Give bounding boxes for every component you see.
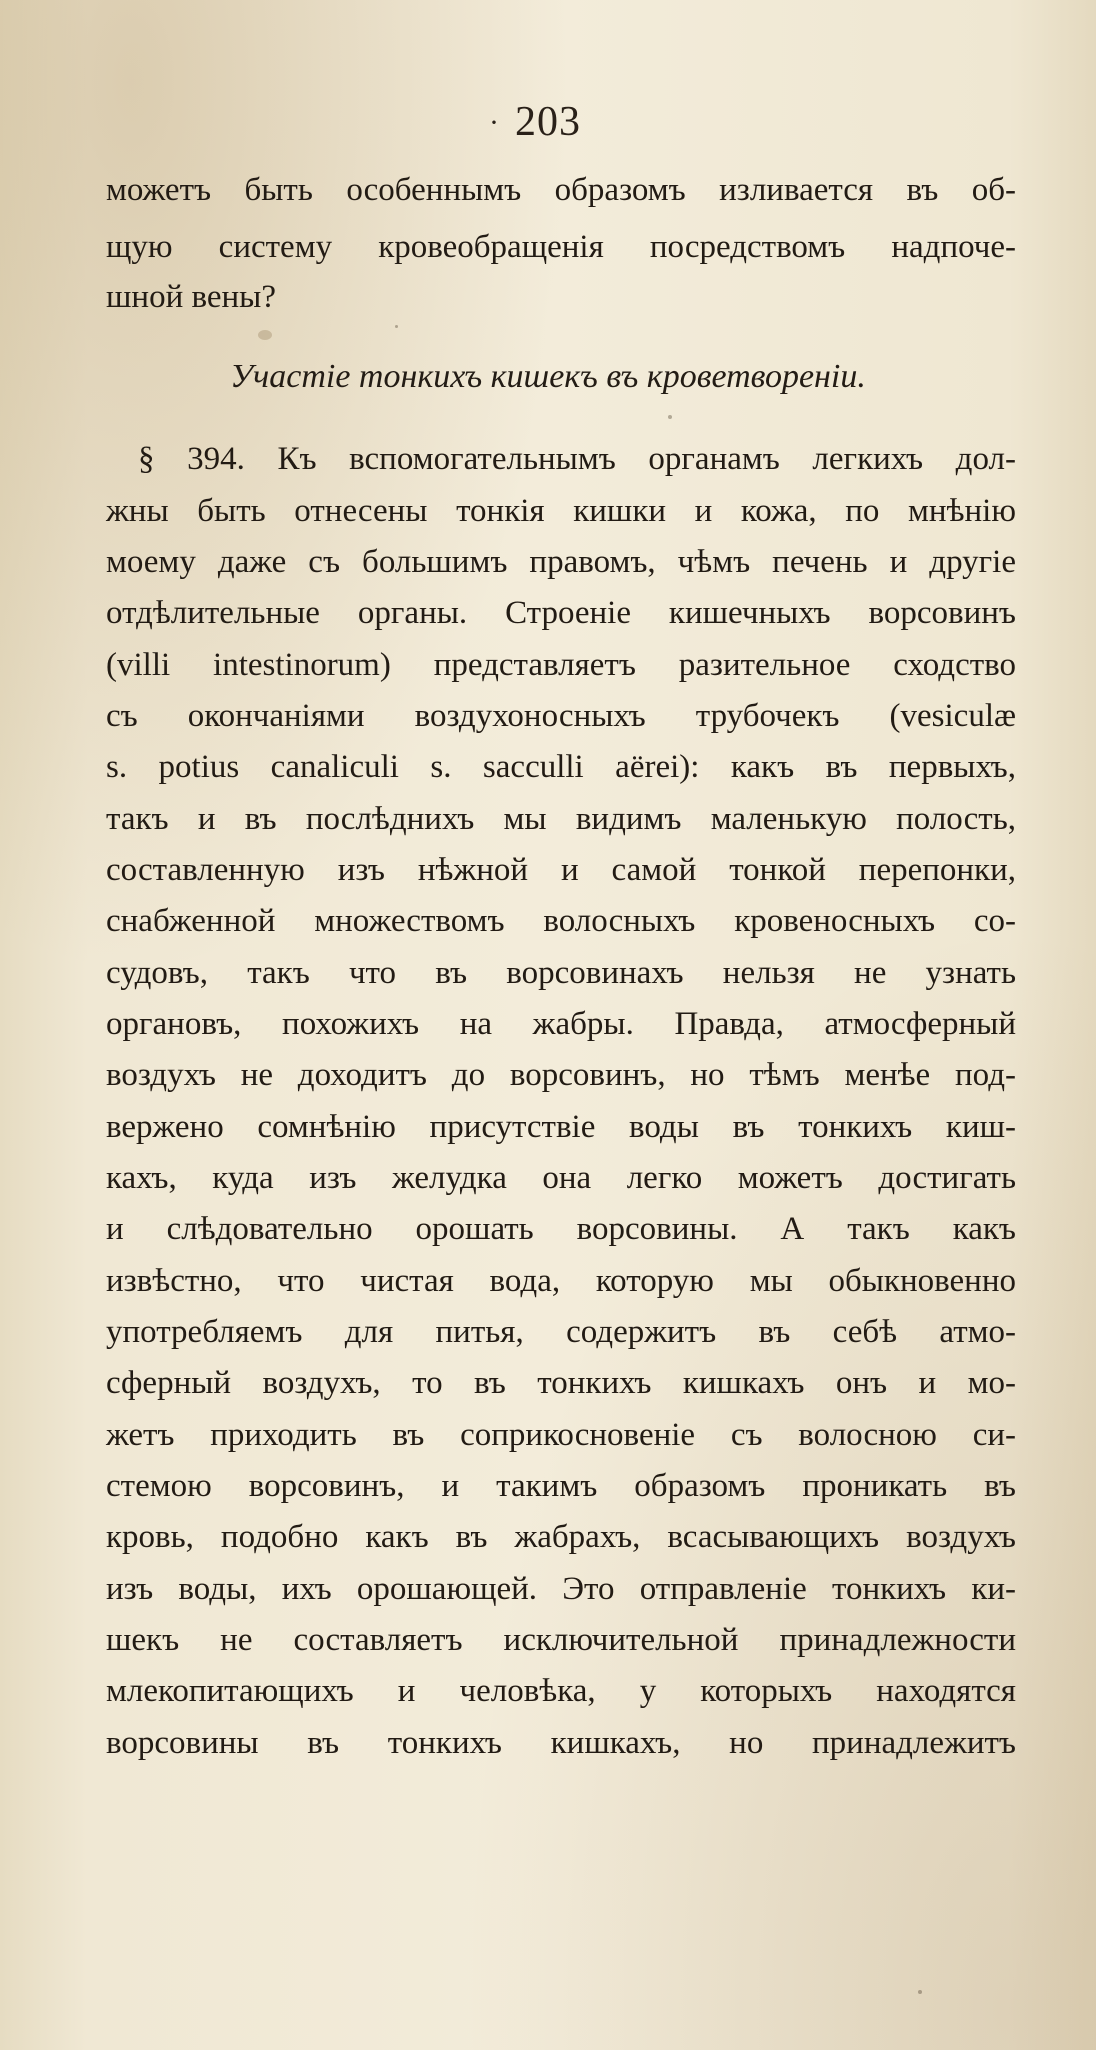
text-line: щую систему кровеобращенія посредствомъ надпоче- <box>106 229 1016 265</box>
paragraph-line: и слѣдовательно орошать ворсовины. А такъ какъ <box>106 1211 1016 1247</box>
paragraph-line: употребляемъ для питья, содержитъ въ себѣ атмо- <box>106 1314 1016 1350</box>
paragraph-line: сферный воздухъ, то въ тонкихъ кишкахъ онъ и мо- <box>106 1365 1016 1401</box>
paragraph-line: ворсовины въ тонкихъ кишкахъ, но принадлежитъ <box>106 1725 1016 1761</box>
paper-speck <box>668 415 672 419</box>
paragraph-line: жетъ приходить въ соприкосновеніе съ волосною си- <box>106 1417 1016 1453</box>
paper-speck <box>918 1990 922 1994</box>
paragraph-line: снабженной множествомъ волосныхъ кровеносныхъ со- <box>106 903 1016 939</box>
paragraph-line: отдѣлительные органы. Строеніе кишечныхъ ворсовинъ <box>106 595 1016 631</box>
paragraph-line: изъ воды, ихъ орошающей. Это отправленіе тонкихъ ки- <box>106 1571 1016 1607</box>
paragraph-line: органовъ, похожихъ на жабры. Правда, атмосферный <box>106 1006 1016 1042</box>
paragraph-line: жны быть отнесены тонкія кишки и кожа, по мнѣнію <box>106 493 1016 529</box>
paragraph-line: кахъ, куда изъ желудка она легко можетъ достигать <box>106 1160 1016 1196</box>
paragraph-line: млекопитающихъ и человѣка, у которыхъ находятся <box>106 1673 1016 1709</box>
paragraph-line: составленную изъ нѣжной и самой тонкой перепонки, <box>106 852 1016 888</box>
paper-stain <box>258 330 272 340</box>
paragraph-line: s. potius canaliculi s. sacculli aërei): какъ въ первыхъ, <box>106 749 1016 785</box>
paper-speck <box>395 325 398 328</box>
paragraph-line: извѣстно, что чистая вода, которую мы обыкновенно <box>106 1263 1016 1299</box>
paragraph-line: судовъ, такъ что въ ворсовинахъ нельзя не узнать <box>106 955 1016 991</box>
paragraph-line: шекъ не составляетъ исключительной принадлежности <box>106 1622 1016 1658</box>
paragraph-line: (villi intestinorum) представляетъ разительное сходство <box>106 647 1016 683</box>
section-heading: Участіе тонкихъ кишекъ въ кроветвореніи. <box>230 358 866 395</box>
paragraph-line: воздухъ не доходитъ до ворсовинъ, но тѣмъ менѣе под- <box>106 1057 1016 1093</box>
text-line: шной вены? <box>106 279 276 315</box>
paragraph-line: моему даже съ большимъ правомъ, чѣмъ печень и другіе <box>106 544 1016 580</box>
text-line: можетъ быть особеннымъ образомъ изливается въ об- <box>106 172 1016 208</box>
paragraph-line: кровь, подобно какъ въ жабрахъ, всасывающихъ воздухъ <box>106 1519 1016 1555</box>
paragraph-line: § 394. Къ вспомогательнымъ органамъ легкихъ дол- <box>138 441 1016 477</box>
paragraph-line: вержено сомнѣнію присутствіе воды въ тонкихъ киш- <box>106 1109 1016 1145</box>
page-number: · 203 <box>0 98 1096 146</box>
paragraph-line: съ окончаніями воздухоносныхъ трубочекъ (vesiculæ <box>106 698 1016 734</box>
paragraph-line: стемою ворсовинъ, и такимъ образомъ проникать въ <box>106 1468 1016 1504</box>
paragraph-line: такъ и въ послѣднихъ мы видимъ маленькую полость, <box>106 801 1016 837</box>
